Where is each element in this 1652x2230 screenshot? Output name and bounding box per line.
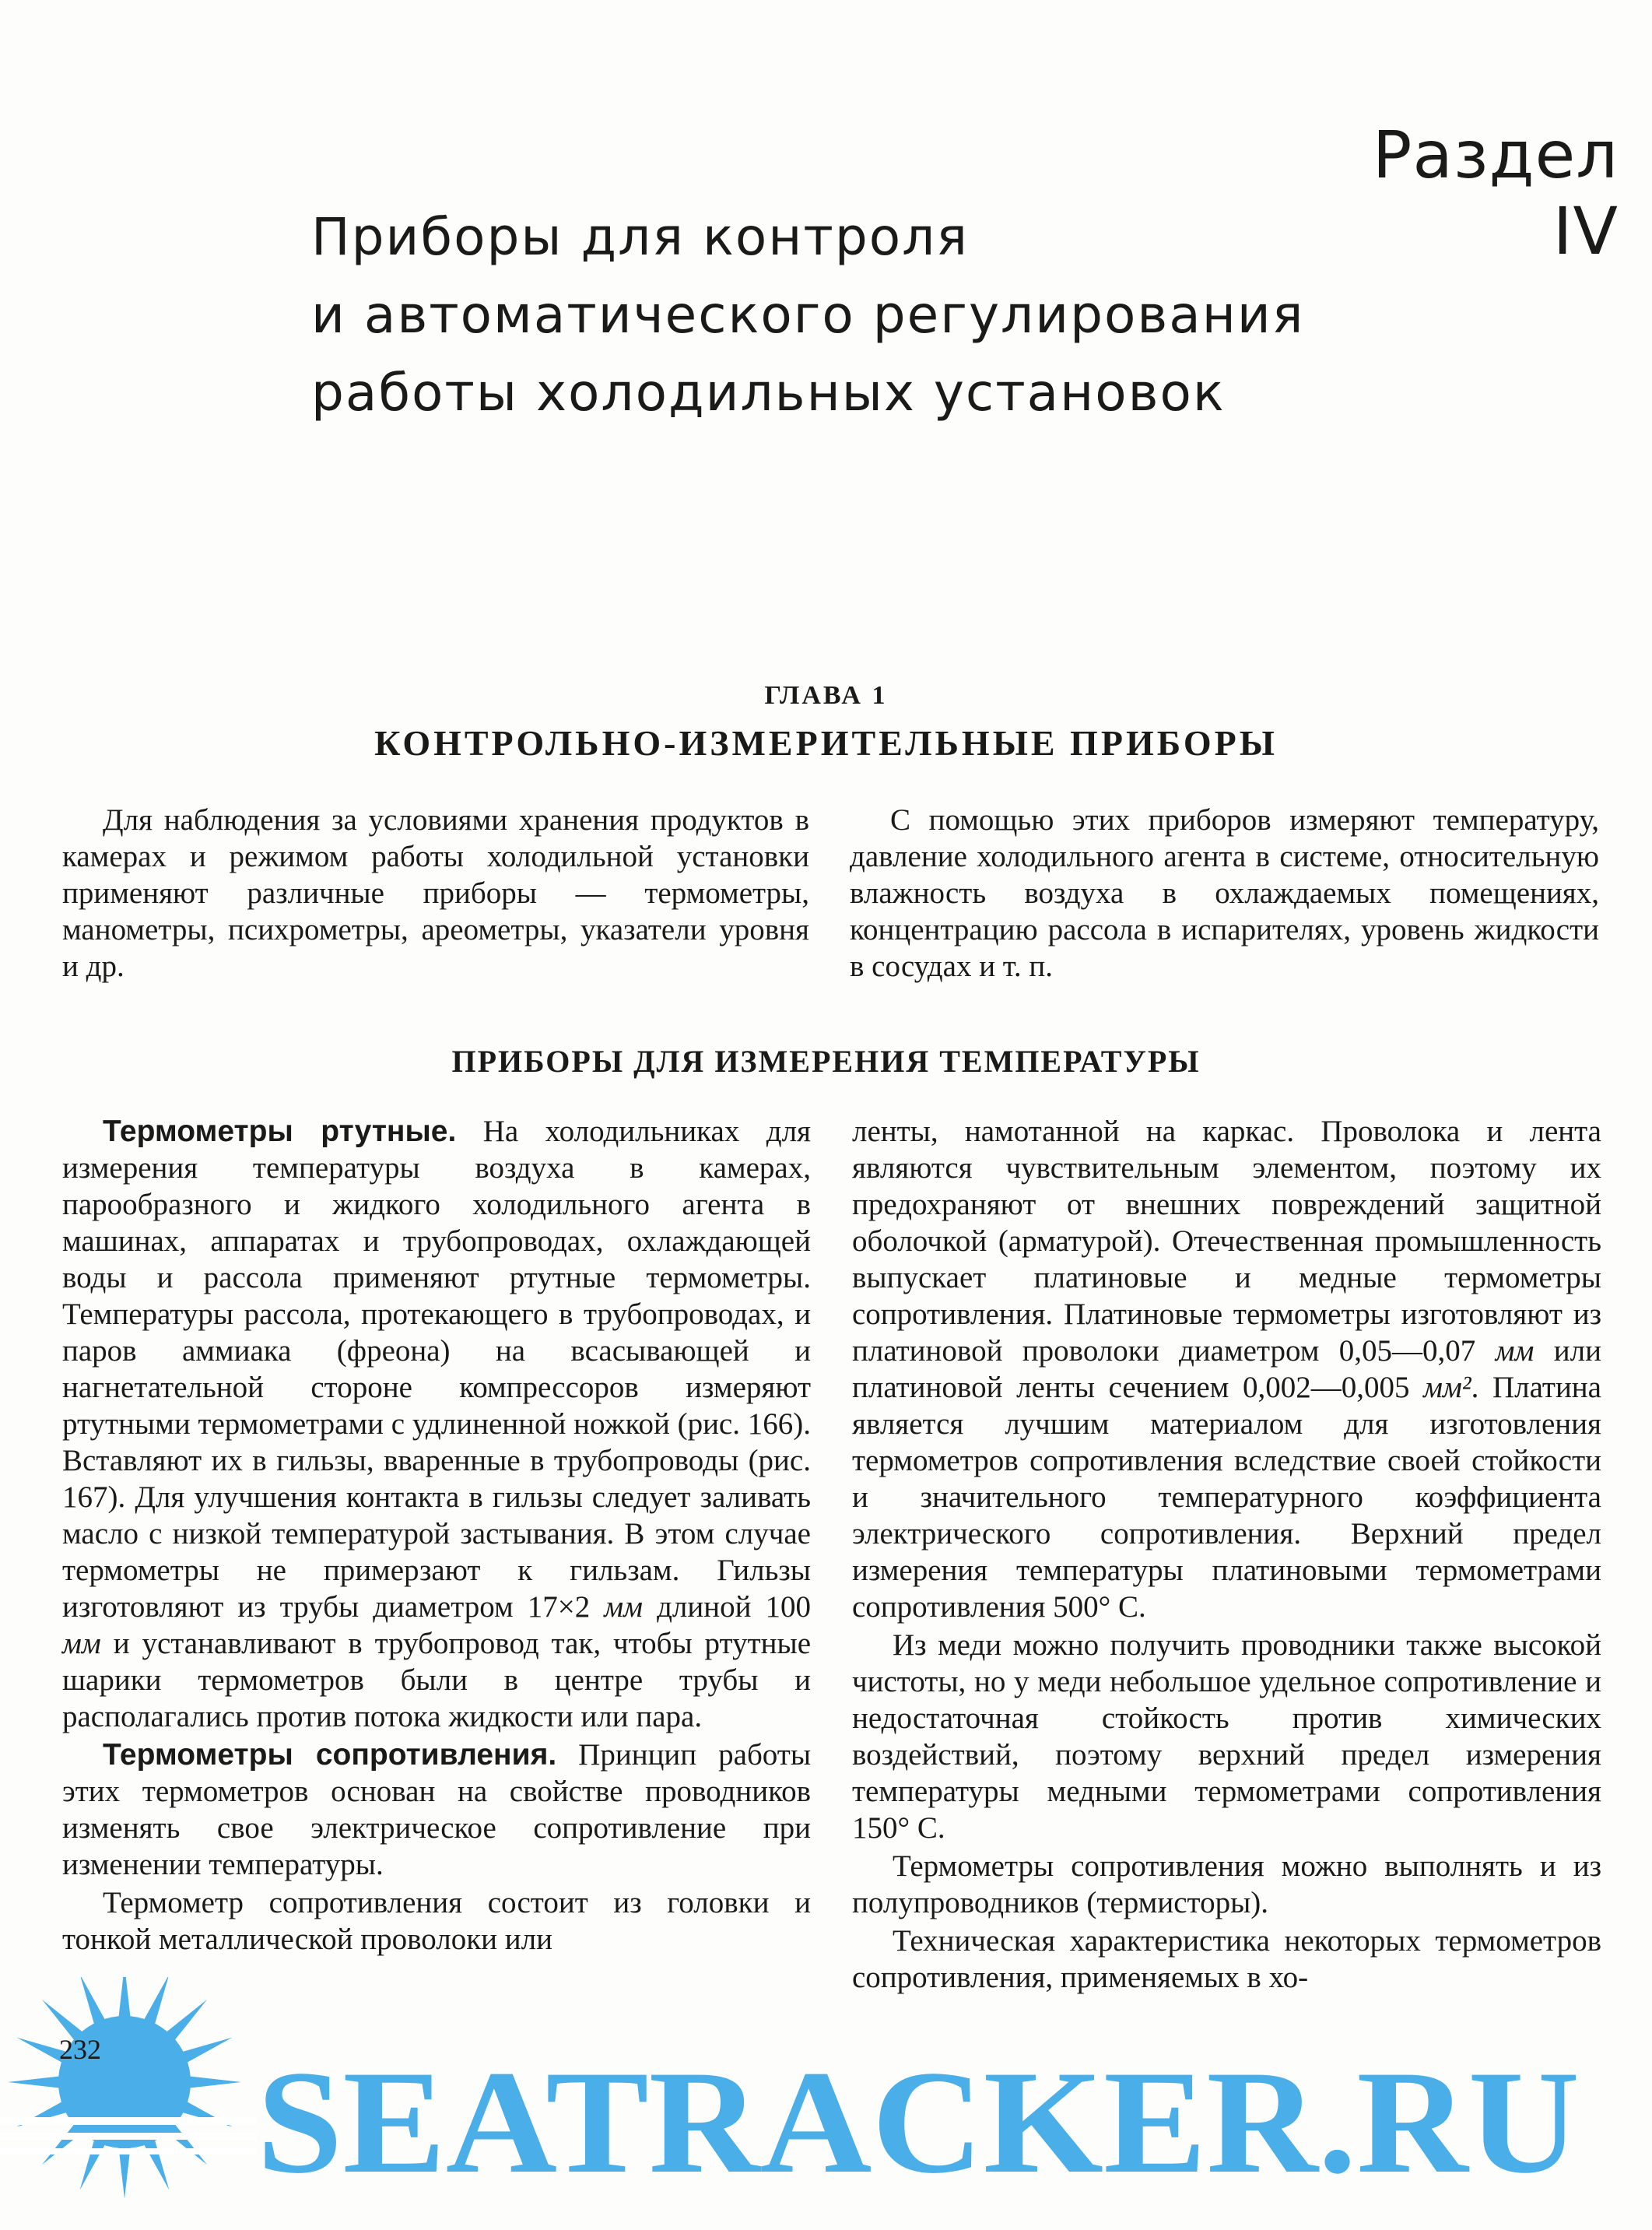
body-right-column (852, 1113, 1601, 1997)
paragraph-resistance-thermometers (62, 1737, 811, 1883)
intro-paragraph: С помощью этих приборов измеряют температуру, давление холодильного агента в системе, относительную влажность воздуха в охлаждаемых помещениях, концентрацию рассола в испарителях, уровень жидкости в сосудах и т. п. (850, 803, 1599, 983)
paragraph-continued (852, 1113, 1601, 1625)
paragraph-text: Принцип работы этих термометров основан на свойстве проводников изменять свое электрическое сопротивление при изменении температуры. (62, 1738, 812, 1881)
paragraph-text: Термометры сопротивления можно выполнять и из полупроводников (термисторы). (852, 1849, 1601, 1919)
paragraph-text: ленты, намотанной на каркас. Проволока и лента являются чувствительным элементом, поэтому их предохраняют от внешних повреждений защитной оболочкой (арматурой). Отечественная промышленность выпускает платиновые и медные термометры сопротивления. Платиновые термометры изготовляют из платиновой проволоки диаметром 0,05—0,07 (852, 1115, 1601, 1368)
sun-ray (142, 1977, 169, 2028)
section-label: Раздел IV (1372, 117, 1619, 269)
sun-ray (187, 2076, 241, 2088)
chapter-title: КОНТРОЛЬНО-ИЗМЕРИТЕЛЬНЫЕ ПРИБОРЫ (374, 723, 1278, 763)
unit-text: мм (62, 1627, 101, 1660)
sun-ray (164, 2122, 207, 2165)
paragraph-text: . Платина является лучшим материалом для изготовления термометров сопротивления вследствие своей стойкости и значительного температурного коэффициента электрического сопротивления. Верхний предел измерения температуры платиновыми термометрами сопротивления 500° С. (852, 1371, 1601, 1624)
sun-ray (118, 1977, 131, 2020)
paragraph-copper (852, 1627, 1601, 1846)
watermark-text: SEATRACKER.RU (257, 2041, 1580, 2204)
chapter-label: ГЛАВА 1 (764, 681, 888, 710)
paragraph-text: Термометр сопротивления состоит из головки и тонкой металлической проволоки или (62, 1886, 811, 1956)
sun-icon (8, 1977, 241, 2199)
sun-ray (164, 2000, 207, 2042)
paragraph-text: или платиновой ленты сечением 0,002—0,005 (852, 1334, 1601, 1404)
part-title-line: Приборы для контроля (311, 207, 969, 267)
paragraph-text: На холодильниках для измерения температуры воздуха в камерах, парообразного и жидкого холодильного агента в машинах, аппаратах и трубопроводах, охлаждающей воды и рассола применяют ртутные термометры. Температуры рассола, протекающего в трубопроводах, и паров аммиака (фреона) на всасывающей и нагнетательной стороне компрессоров измеряют ртутными термометрами с удлиненной ножкой (рис. 166). Вставляют их в гильзы, вваренные в трубопроводы (рис. 167). Для улучшения контакта в гильзы следует заливать масло с низкой температурой застывания. В этом случае термометры не примерзают к гильзам. Гильзы изготовляют из трубы диаметром 17×2 (62, 1115, 811, 1624)
paragraph-heading: Термометры сопротивления. (103, 1738, 557, 1772)
unit-text: мм (1495, 1334, 1535, 1368)
part-title-line: работы холодильных установок (311, 363, 1226, 423)
paragraph-resistance-construction (62, 1884, 811, 1958)
intro-paragraph: Для наблюдения за условиями хранения продуктов в камерах и режимом работы холодильной установки применяют различные приборы — термометры, манометры, психрометры, ареометры, указатели уровня и др. (62, 803, 809, 983)
body-left-column (62, 1113, 811, 1959)
intro-left-column (62, 802, 809, 986)
watermark-graphic (0, 1977, 1652, 2230)
intro-right-column (850, 802, 1599, 986)
paragraph-text: Из меди можно получить проводники также высокой чистоты, но у меди небольшое удельное сопротивление и недостаточная стойкость против химических воздействий, поэтому верхний предел измерения температуры медными термометрами сопротивления 150° С. (852, 1628, 1601, 1845)
paragraph-mercury-thermometers (62, 1113, 811, 1735)
unit-text: мм² (1423, 1371, 1471, 1404)
part-title-line: и автоматического регулирования (311, 285, 1305, 345)
unit-text: мм (604, 1590, 644, 1624)
sun-ray (42, 2122, 85, 2165)
sun-ray (142, 2137, 169, 2190)
sun-ray (8, 2076, 62, 2088)
paragraph-semiconductors (852, 1848, 1601, 1921)
sun-ray (179, 2038, 232, 2064)
sun-ray (80, 1977, 107, 2028)
part-title (311, 198, 1478, 432)
page-number: 232 (59, 2034, 101, 2065)
paragraph-text: Техническая характеристика некоторых термометров сопротивления, применяемых в хо- (852, 1924, 1601, 1994)
paragraph-text: длиной 100 (657, 1590, 812, 1624)
subsection-title: ПРИБОРЫ ДЛЯ ИЗМЕРЕНИЯ ТЕМПЕРАТУРЫ (451, 1044, 1201, 1079)
paragraph-heading: Термометры ртутные. (103, 1115, 457, 1148)
sun-ray (80, 2137, 107, 2190)
watermark (0, 1977, 1652, 2230)
paragraph-text: и устанавливают в трубопровод так, чтобы ртутные шарики термометров были в центре трубы и располагались против потока жидкости или пара. (62, 1627, 812, 1733)
